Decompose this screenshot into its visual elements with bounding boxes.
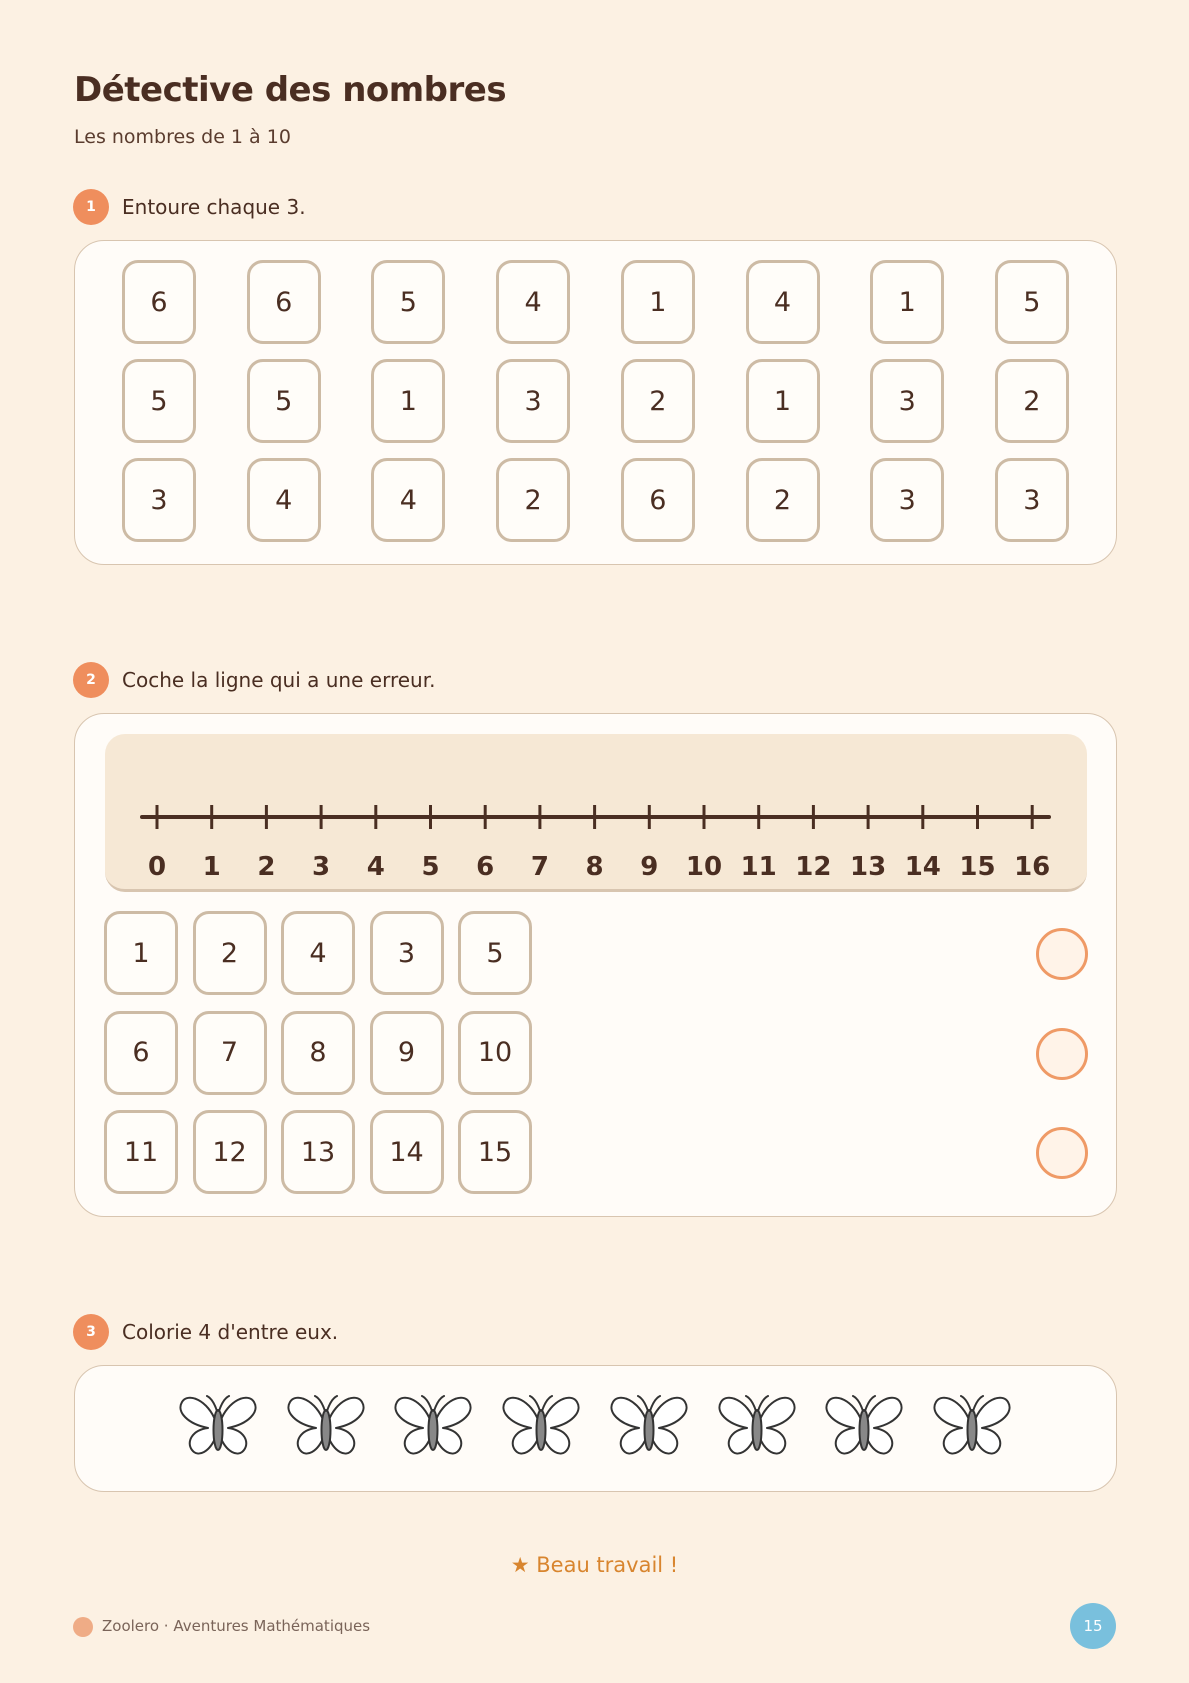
question-1-header bbox=[73, 189, 306, 225]
number-cell[interactable]: 3 bbox=[870, 359, 944, 443]
butterfly-icon[interactable] bbox=[393, 1394, 473, 1458]
number-line-tick-label: 11 bbox=[740, 852, 777, 882]
sequence-cell: 8 bbox=[281, 1011, 355, 1095]
number-line-tick-label: 2 bbox=[257, 852, 276, 882]
number-cell[interactable]: 5 bbox=[371, 260, 445, 344]
number-line-tick-label: 13 bbox=[850, 852, 887, 882]
footer-brand: Zoolero · Aventures Mathématiques bbox=[102, 1617, 371, 1635]
number-line-tick-label: 14 bbox=[904, 852, 941, 882]
sequence-cell: 1 bbox=[104, 911, 178, 995]
sequence-cell: 4 bbox=[281, 911, 355, 995]
number-cell[interactable]: 4 bbox=[247, 458, 321, 542]
butterfly-icon[interactable] bbox=[824, 1394, 904, 1458]
butterfly-panel bbox=[74, 1365, 1117, 1492]
number-line-tick-label: 16 bbox=[1014, 852, 1051, 882]
number-line bbox=[105, 734, 1087, 892]
number-cell[interactable]: 2 bbox=[496, 458, 570, 542]
number-cell[interactable]: 4 bbox=[496, 260, 570, 344]
number-cell[interactable]: 2 bbox=[621, 359, 695, 443]
sequence-cell: 6 bbox=[104, 1011, 178, 1095]
butterfly-icon[interactable] bbox=[609, 1394, 689, 1458]
page-number-badge: 15 bbox=[1070, 1603, 1116, 1649]
butterfly-icon[interactable] bbox=[501, 1394, 581, 1458]
question-number-badge: 2 bbox=[73, 662, 109, 698]
butterfly-icon[interactable] bbox=[286, 1394, 366, 1458]
number-cell[interactable]: 2 bbox=[746, 458, 820, 542]
row-check-circle[interactable] bbox=[1036, 1028, 1088, 1080]
number-cell[interactable]: 5 bbox=[995, 260, 1069, 344]
number-cell[interactable]: 3 bbox=[496, 359, 570, 443]
row-check-circle[interactable] bbox=[1036, 928, 1088, 980]
sequence-cell: 7 bbox=[193, 1011, 267, 1095]
question-instruction: Coche la ligne qui a une erreur. bbox=[122, 668, 436, 692]
number-cell[interactable]: 4 bbox=[746, 260, 820, 344]
praise-message: ★ Beau travail ! bbox=[510, 1553, 679, 1577]
butterfly-icon[interactable] bbox=[932, 1394, 1012, 1458]
number-cell[interactable]: 5 bbox=[122, 359, 196, 443]
number-line-tick-label: 10 bbox=[685, 852, 723, 882]
page-title: Détective des nombres bbox=[74, 70, 507, 110]
question-instruction: Colorie 4 d'entre eux. bbox=[122, 1320, 339, 1344]
number-line-tick-label: 7 bbox=[530, 852, 549, 882]
question-instruction: Entoure chaque 3. bbox=[122, 195, 306, 219]
brand-dot-icon bbox=[73, 1617, 93, 1637]
butterfly-icon[interactable] bbox=[178, 1394, 258, 1458]
number-line-tick-label: 15 bbox=[959, 852, 996, 882]
number-line-tick-label: 8 bbox=[585, 852, 604, 882]
question-number-badge: 1 bbox=[73, 189, 109, 225]
question-3-header bbox=[73, 1314, 338, 1350]
number-line-tick-label: 0 bbox=[147, 852, 167, 882]
number-line-tick-label: 9 bbox=[640, 852, 659, 882]
sequence-cell: 2 bbox=[193, 911, 267, 995]
number-grid-panel bbox=[74, 240, 1117, 565]
number-line-tick-label: 4 bbox=[366, 852, 385, 882]
sequence-cell: 15 bbox=[458, 1110, 532, 1194]
number-cell[interactable]: 6 bbox=[621, 458, 695, 542]
butterfly-icon[interactable] bbox=[717, 1394, 797, 1458]
question-number-badge: 3 bbox=[73, 1314, 109, 1350]
page-subtitle: Les nombres de 1 à 10 bbox=[74, 126, 291, 148]
number-cell[interactable]: 3 bbox=[122, 458, 196, 542]
number-cell[interactable]: 1 bbox=[371, 359, 445, 443]
number-line-tick-label: 6 bbox=[476, 852, 495, 882]
sequence-cell: 10 bbox=[458, 1011, 532, 1095]
sequence-cell: 13 bbox=[281, 1110, 355, 1194]
sequence-cell: 3 bbox=[370, 911, 444, 995]
sequence-cell: 5 bbox=[458, 911, 532, 995]
number-line-tick-label: 1 bbox=[202, 852, 221, 882]
row-check-circle[interactable] bbox=[1036, 1127, 1088, 1179]
number-cell[interactable]: 1 bbox=[746, 359, 820, 443]
sequence-cell: 14 bbox=[370, 1110, 444, 1194]
sequence-cell: 12 bbox=[193, 1110, 267, 1194]
number-cell[interactable]: 1 bbox=[621, 260, 695, 344]
sequence-cell: 9 bbox=[370, 1011, 444, 1095]
number-cell[interactable]: 3 bbox=[995, 458, 1069, 542]
number-cell[interactable]: 4 bbox=[371, 458, 445, 542]
number-line-tick-label: 12 bbox=[795, 852, 832, 882]
number-cell[interactable]: 6 bbox=[122, 260, 196, 344]
sequence-cell: 11 bbox=[104, 1110, 178, 1194]
number-line-tick-label: 3 bbox=[312, 852, 331, 882]
number-cell[interactable]: 3 bbox=[870, 458, 944, 542]
question-2-header bbox=[73, 662, 435, 698]
number-cell[interactable]: 6 bbox=[247, 260, 321, 344]
number-cell[interactable]: 1 bbox=[870, 260, 944, 344]
number-cell[interactable]: 2 bbox=[995, 359, 1069, 443]
number-line-tick-label: 5 bbox=[421, 852, 440, 882]
number-cell[interactable]: 5 bbox=[247, 359, 321, 443]
sequence-panel bbox=[74, 713, 1117, 1217]
